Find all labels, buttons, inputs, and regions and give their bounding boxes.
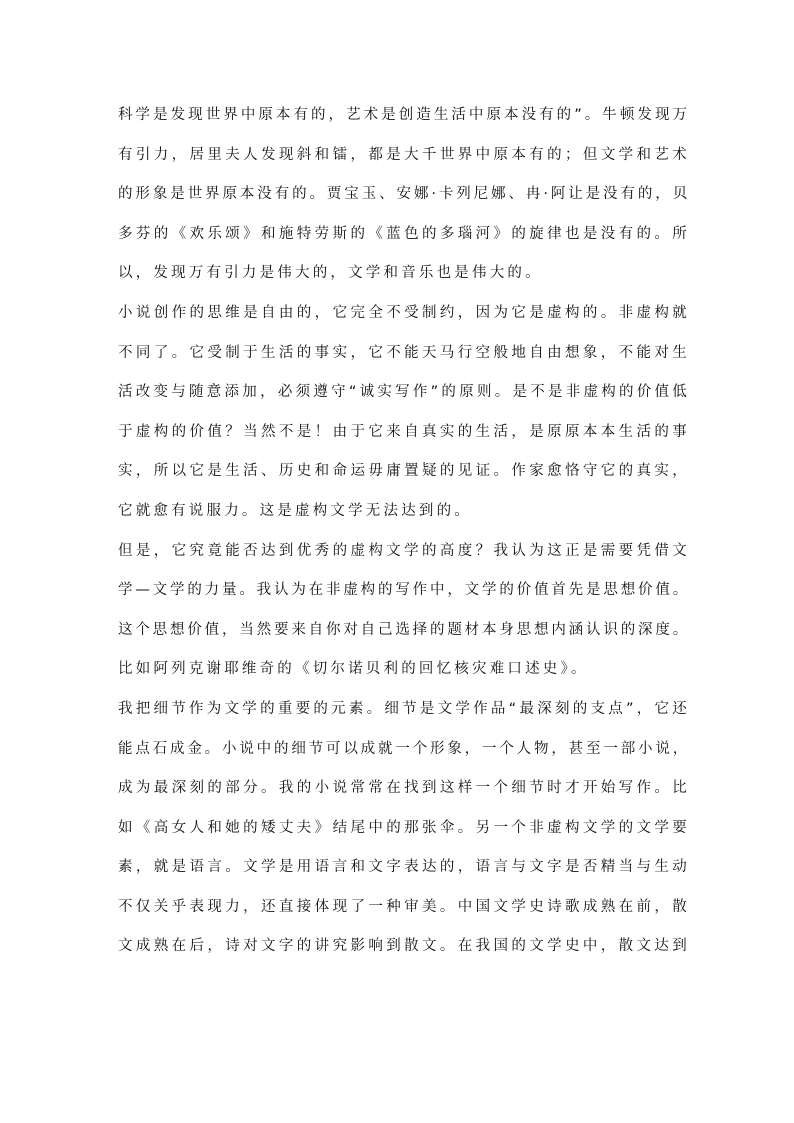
text-line: 不同了。它受制于生活的事实，它不能天马行空般地自由想象，不能对生 [118,344,690,361]
text-line: 于虚构的价值？当然不是！由于它来自真实的生活，是原原本本生活的事 [118,423,690,440]
text-line: 学—文学的力量。我认为在非虚构的写作中，文学的价值首先是思想价值。 [118,582,690,599]
text-line: 如《高女人和她的矮丈夫》结尾中的那张伞。另一个非虚构文学的文学要 [118,819,690,836]
text-line: 不仅关乎表现力，还直接体现了一种审美。中国文学史诗歌成熟在前，散 [118,898,690,915]
text-line: 成为最深刻的部分。我的小说常常在找到这样一个细节时才开始写作。比 [118,780,690,797]
document-body [118,96,690,967]
text-line: 小说创作的思维是自由的，它完全不受制约，因为它是虚构的。非虚构就 [118,304,690,321]
text-line: 但是，它究竟能否达到优秀的虚构文学的高度？我认为这正是需要凭借文 [118,542,690,559]
text-line: 文成熟在后，诗对文字的讲究影响到散文。在我国的文学史中，散文达到 [118,938,690,955]
text-line: 有引力，居里夫人发现斜和镭，都是大千世界中原本有的；但文学和艺术 [118,146,690,163]
text-line: 多芬的《欢乐颂》和施特劳斯的《蓝色的多瑙河》的旋律也是没有的。所 [118,225,690,242]
text-line: 比如阿列克谢耶维奇的《切尔诺贝利的回忆核灾难口述史》。 [118,661,589,678]
text-line: 以，发现万有引力是伟大的，文学和音乐也是伟大的。 [118,265,543,282]
text-line: 这个思想价值，当然要来自你对自己选择的题材本身思想内涵认识的深度。 [118,621,690,638]
text-line: 实，所以它是生活、历史和命运毋庸置疑的见证。作家愈恪守它的真实， [118,463,690,480]
text-line: 素，就是语言。文学是用语言和文字表达的，语言与文字是否精当与生动 [118,859,690,876]
text-line: 科学是发现世界中原本有的，艺术是创造生活中原本没有的”。牛顿发现万 [118,107,690,123]
text-line: 能点石成金。小说中的细节可以成就一个形象，一个人物，甚至一部小说， [118,740,690,757]
text-line: 它就愈有说服力。这是虚构文学无法达到的。 [118,502,472,519]
text-line: 的形象是世界原本没有的。贾宝玉、安娜·卡列尼娜、冉·阿让是没有的，贝 [118,186,690,203]
text-line: 活改变与随意添加，必须遵守“诚实写作”的原则。是不是非虚构的价值低 [118,384,690,401]
text-line: 我把细节作为文学的重要的元素。细节是文学作品“最深刻的支点”，它还 [118,700,690,717]
